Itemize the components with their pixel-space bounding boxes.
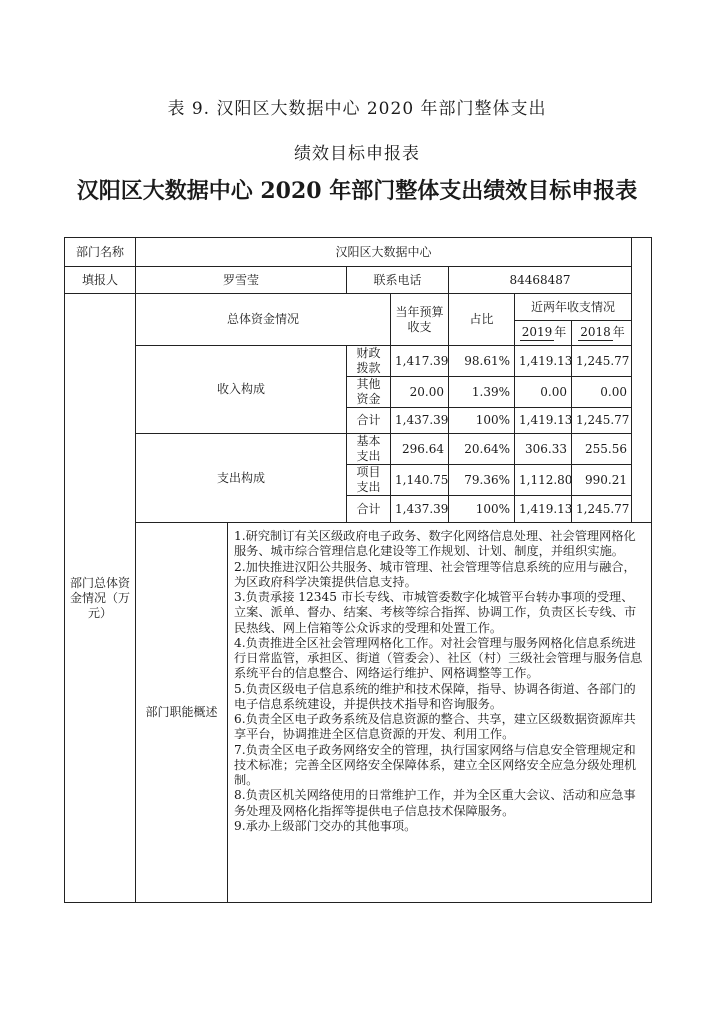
phone-number: 84468487 <box>449 267 632 294</box>
expense-2019: 306.33 <box>515 434 572 465</box>
expense-budget: 296.64 <box>391 434 449 465</box>
expense-ratio: 100% <box>449 496 515 523</box>
expense-2018: 1,245.77 <box>572 496 632 523</box>
year-2019-header <box>515 321 572 346</box>
funds-header-row-1 <box>65 294 652 321</box>
dept-name: 汉阳区大数据中心 <box>136 238 632 267</box>
duty-item-8: 8.负责区机关网络使用的日常维护工作，并为全区重大会议、活动和应急事务处理及网格化指挥等提供电子信息技术保障服务。 <box>234 788 636 818</box>
recent-two-years-label: 近两年收支情况 <box>515 294 632 321</box>
expense-label: 支出构成 <box>136 434 347 523</box>
income-ratio: 98.61% <box>449 346 515 377</box>
duty-item-9: 9.承办上级部门交办的其他事项。 <box>234 818 417 833</box>
expense-ratio: 79.36% <box>449 465 515 496</box>
income-budget: 1,417.39 <box>391 346 449 377</box>
filler-label: 填报人 <box>65 267 136 294</box>
duties-content <box>228 523 652 903</box>
budget-form-table <box>64 237 652 903</box>
duties-label: 部门职能概述 <box>136 523 228 903</box>
dept-label: 部门名称 <box>65 238 136 267</box>
income-label: 收入构成 <box>136 346 347 434</box>
duty-item-6: 6.负责全区电子政务系统及信息资源的整合、共享，建立区级数据资源库共享平台，协调推进全区信息资源的开发、利用工作。 <box>234 712 636 742</box>
expense-2018: 990.21 <box>572 465 632 496</box>
expense-2018: 255.56 <box>572 434 632 465</box>
income-2018: 1,245.77 <box>572 346 632 377</box>
budget-label: 当年预算收支 <box>391 294 449 346</box>
phone-label: 联系电话 <box>347 267 449 294</box>
ratio-label: 占比 <box>449 294 515 346</box>
income-name: 其他资金 <box>347 377 391 408</box>
expense-budget: 1,437.39 <box>391 496 449 523</box>
expense-budget: 1,140.75 <box>391 465 449 496</box>
overall-funds-label: 总体资金情况 <box>136 294 391 346</box>
duty-item-7: 7.负责全区电子政务网络安全的管理，执行国家网络与信息安全管理规定和技术标准；完善全区网络安全保障体系，建立全区网络安全应急分级处理机制。 <box>234 742 637 787</box>
expense-ratio: 20.64% <box>449 434 515 465</box>
duty-item-2: 2.加快推进汉阳公共服务、城市管理、社会管理等信息系统的应用与融合，为区政府科学决策提供信息支持。 <box>234 559 636 589</box>
income-2018: 0.00 <box>572 377 632 408</box>
document-subtitle: 表 9. 汉阳区大数据中心 2020 年部门整体支出 <box>167 99 547 119</box>
duty-item-4: 4.负责推进全区社会管理网格化工作。对社会管理与服务网格化信息系统进行日常监管，承担区、街道（管委会）、社区（村）三级社会管理与服务信息系统平台的信息整合、网络运行维护、网格调整等工作。 <box>234 635 643 681</box>
income-row <box>65 346 652 377</box>
document-title: 汉阳区大数据中心 2020 年部门整体支出绩效目标申报表 <box>76 178 638 204</box>
expense-name: 项目支出 <box>347 465 391 496</box>
year-2018-header <box>572 321 632 346</box>
income-2019: 0.00 <box>515 377 572 408</box>
income-2018: 1,245.77 <box>572 408 632 434</box>
income-name: 合计 <box>347 408 391 434</box>
income-name: 财政拨款 <box>347 346 391 377</box>
income-2019: 1,419.13 <box>515 408 572 434</box>
expense-name: 合计 <box>347 496 391 523</box>
expense-row <box>65 434 652 465</box>
income-ratio: 1.39% <box>449 377 515 408</box>
income-ratio: 100% <box>449 408 515 434</box>
duty-item-3: 3.负责承接 12345 市长专线、市城管委数字化城管平台转办事项的受理、立案、派单、督办、结案、考核等综合指挥、协调工作，负责区长专线、市民热线、网上信箱等公众诉求的受理和处置工作。 <box>234 590 637 635</box>
year-2019-suffix: 年 <box>554 325 567 339</box>
duties-row <box>65 523 652 903</box>
filler-name: 罗雪莹 <box>136 267 347 294</box>
funds-section-label <box>65 294 136 903</box>
year-2018: 2018 <box>580 325 611 339</box>
income-budget: 1,437.39 <box>391 408 449 434</box>
expense-name: 基本支出 <box>347 434 391 465</box>
expense-2019: 1,419.13 <box>515 496 572 523</box>
income-2019: 1,419.13 <box>515 346 572 377</box>
duty-item-5: 5.负责区级电子信息系统的维护和技术保障，指导、协调各街道、各部门的电子信息系统建设，并提供技术指导和咨询服务。 <box>234 681 636 711</box>
expense-2019: 1,112.80 <box>515 465 572 496</box>
year-2018-suffix: 年 <box>612 325 625 339</box>
funds-section-label-text: 部门总体资金情况（万元） <box>69 575 130 620</box>
document-subtitle-line2: 绩效目标申报表 <box>294 144 420 164</box>
dept-row <box>65 238 652 267</box>
filler-row <box>65 267 652 294</box>
year-2019: 2019 <box>521 325 553 339</box>
income-budget: 20.00 <box>391 377 449 408</box>
duty-item-1: 1.研究制订有关区级政府电子政务、数字化网络信息处理、社会管理网格化服务、城市综合管理信息化建设等工作规划、计划、制度，并组织实施。 <box>234 529 636 559</box>
